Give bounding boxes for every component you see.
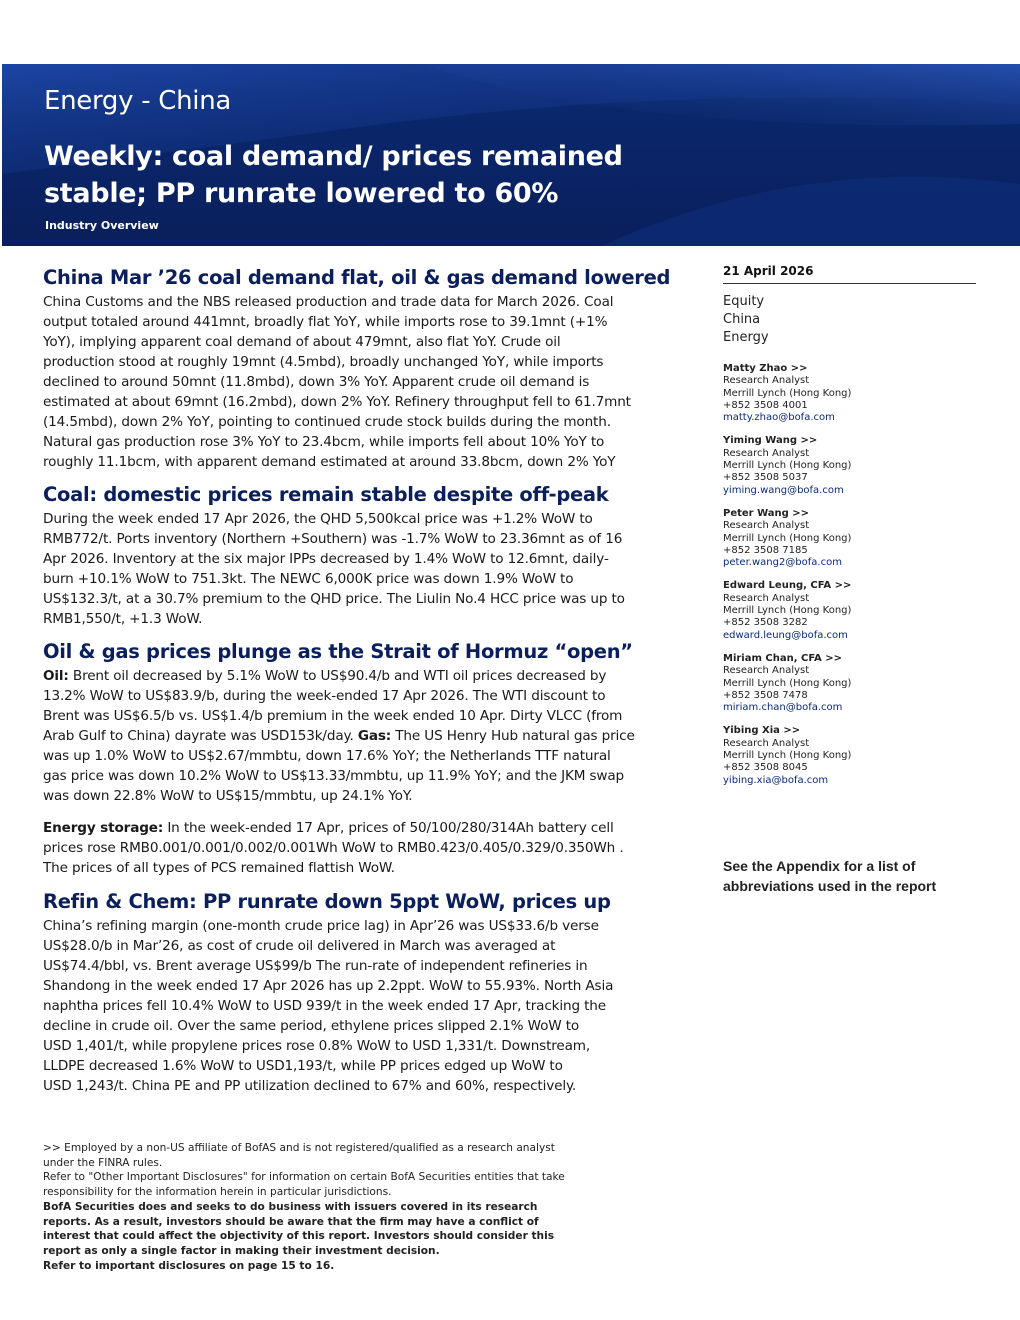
analyst-firm: Merrill Lynch (Hong Kong) — [723, 532, 852, 544]
sidebar — [723, 264, 976, 787]
text-line: The prices of all types of PCS remained flattish WoW. — [43, 860, 395, 876]
section-paragraph — [43, 666, 643, 806]
disclosure-line-bold: interest that could affect the objectivity of this report. Investors should consider this — [43, 1230, 555, 1243]
analyst-role: Research Analyst — [723, 375, 810, 387]
analyst-role: Research Analyst — [723, 737, 810, 749]
analyst-firm: Merrill Lynch (Hong Kong) — [723, 750, 852, 762]
section-title: Refin & Chem: PP runrate down 5ppt WoW, prices up — [43, 890, 611, 913]
analyst-role: Research Analyst — [723, 447, 810, 459]
disclosure-line: responsibility for the information herein in particular jurisdictions. — [43, 1186, 392, 1199]
text-line: decline in crude oil. Over the same period, ethylene prices slipped 2.1% WoW to — [43, 1018, 580, 1034]
main-content — [43, 264, 671, 1096]
analyst-firm: Merrill Lynch (Hong Kong) — [723, 387, 852, 399]
section-paragraph — [43, 818, 643, 878]
analyst-name: Yibing Xia >> — [723, 725, 801, 737]
disclosure-line: under the FINRA rules. — [43, 1156, 163, 1169]
text-line: RMB1,550/t, +1.3 WoW. — [43, 611, 203, 627]
text-line: was down 22.8% WoW to US$15/mmbtu, up 24.1% YoY. — [43, 788, 413, 804]
text-line: roughly 11.1bcm, with apparent demand estimated at around 33.8bcm, down 2% YoY — [43, 454, 616, 470]
disclosure-line-bold: reports. As a result, investors should be aware that the firm may have a conflict of — [43, 1215, 539, 1228]
text-line: declined to around 50mnt (11.8mbd), down 3% YoY. Apparent crude oil demand is — [43, 374, 590, 390]
analyst-card — [723, 435, 976, 496]
text-line: Apr 2026. Inventory at the six major IPPs decreased by 1.4% WoW to 12.6mnt, daily- — [43, 551, 609, 567]
gas-lead: Gas: — [357, 728, 392, 744]
text-line: estimated at about 69mnt (16.2mbd), down 2% YoY. Refinery throughput fell to 61.7mnt — [43, 394, 631, 410]
appendix-note — [723, 856, 973, 896]
analyst-phone: +852 3508 4001 — [723, 399, 808, 411]
text-line: prices rose RMB0.001/0.001/0.002/0.001Wh WoW to RMB0.423/0.405/0.329/0.350Wh . — [43, 840, 624, 856]
text-line: output totaled around 441mnt, broadly flat YoY, while imports rose to 39.1mnt (+1% — [43, 314, 608, 330]
section-title: China Mar ’26 coal demand flat, oil & gas demand lowered — [43, 266, 671, 289]
text-line: US$132.3/t, at a 30.7% premium to the QHD price. The Liulin No.4 HCC price was up to — [43, 591, 625, 607]
category-item: China — [723, 312, 761, 327]
section-paragraph — [43, 509, 643, 629]
text-line: Shandong in the week ended 17 Apr 2026 has up 2.2ppt. WoW to 55.93%. North Asia — [43, 978, 614, 994]
text-fragment: The US Henry Hub natural gas price — [391, 728, 635, 744]
section-paragraph — [43, 292, 643, 472]
analyst-name: Miriam Chan, CFA >> — [723, 652, 842, 664]
analyst-phone: +852 3508 7185 — [723, 544, 808, 556]
analyst-phone: +852 3508 7478 — [723, 689, 808, 701]
analyst-firm: Merrill Lynch (Hong Kong) — [723, 605, 852, 617]
disclosure-line-bold: BofA Securities does and seeks to do business with issuers covered in its research — [43, 1200, 538, 1213]
analyst-card — [723, 653, 976, 714]
sector-title: Energy - China — [44, 86, 232, 116]
text-line: RMB772/t. Ports inventory (Northern +Southern) was -1.7% WoW to 23.36mnt as of 16 — [43, 531, 623, 547]
text-line: Brent was US$6.5/b vs. US$1.4/b premium in the week ended 10 Apr. Dirty VLCC (from — [43, 708, 623, 724]
disclosure-footer — [43, 1141, 643, 1273]
oil-lead: Oil: — [43, 668, 69, 684]
analyst-email-link[interactable]: edward.leung@bofa.com — [723, 629, 848, 641]
section-title: Coal: domestic prices remain stable despite off-peak — [43, 483, 609, 506]
analyst-phone: +852 3508 8045 — [723, 762, 808, 774]
text-line — [43, 818, 643, 838]
analyst-name: Edward Leung, CFA >> — [723, 580, 852, 592]
report-headline — [44, 138, 764, 212]
analyst-firm: Merrill Lynch (Hong Kong) — [723, 460, 852, 472]
text-fragment: In the week-ended 17 Apr, prices of 50/100/280/314Ah battery cell — [163, 820, 614, 836]
report-type: Industry Overview — [45, 219, 159, 232]
text-line: USD 1,243/t. China PE and PP utilization declined to 67% and 60%, respectively. — [43, 1078, 577, 1094]
analyst-firm: Merrill Lynch (Hong Kong) — [723, 677, 852, 689]
text-line: production stood at roughly 19mnt (4.5mbd), broadly unchanged YoY, while imports — [43, 354, 604, 370]
category-list — [723, 293, 976, 347]
text-line: USD 1,401/t, while propylene prices rose 0.8% WoW to USD 1,331/t. Downstream, — [43, 1038, 591, 1054]
section-title: Oil & gas prices plunge as the Strait of Hormuz “open” — [43, 640, 633, 663]
text-line: During the week ended 17 Apr 2026, the QHD 5,500kcal price was +1.2% WoW to — [43, 511, 593, 527]
text-line: (14.5mbd), down 2% YoY, pointing to continued crude stock builds during the month. — [43, 414, 611, 430]
analyst-card — [723, 725, 976, 786]
analyst-email-link[interactable]: miriam.chan@bofa.com — [723, 702, 843, 714]
text-line: burn +10.1% WoW to 751.3kt. The NEWC 6,000K price was down 1.9% WoW to — [43, 571, 574, 587]
analyst-role: Research Analyst — [723, 665, 810, 677]
text-line: 13.2% WoW to US$83.9/b, during the week-ended 17 Apr 2026. The WTI discount to — [43, 688, 606, 704]
disclosure-line-bold: Refer to important disclosures on page 15 to 16. — [43, 1259, 335, 1272]
analyst-email-link[interactable]: yiming.wang@bofa.com — [723, 484, 844, 496]
disclosure-line: >> Employed by a non-US affiliate of BofAS and is not registered/qualified as a research analyst — [43, 1142, 555, 1154]
section-paragraph — [43, 916, 643, 1096]
text-fragment: Arab Gulf to China) dayrate was USD153k/day. — [43, 728, 354, 744]
text-line: China Customs and the NBS released production and trade data for March 2026. Coal — [43, 294, 614, 310]
analyst-role: Research Analyst — [723, 520, 810, 532]
text-line: LLDPE decreased 1.6% WoW to USD1,193/t, while PP prices edged up WoW to — [43, 1058, 563, 1074]
disclosure-line-bold: report as only a single factor in making their investment decision. — [43, 1244, 440, 1257]
analyst-name: Matty Zhao >> — [723, 363, 808, 374]
analyst-email-link[interactable]: matty.zhao@bofa.com — [723, 412, 835, 424]
headline-line: Weekly: coal demand/ prices remained — [44, 141, 623, 172]
text-line: naphtha prices fell 10.4% WoW to USD 939/t in the week ended 17 Apr, tracking the — [43, 998, 606, 1014]
analyst-card — [723, 508, 976, 569]
text-line: was up 1.0% WoW to US$2.67/mmbtu, down 17.6% YoY; the Netherlands TTF natural — [43, 748, 611, 764]
category-item: Energy — [723, 330, 769, 345]
text-line: China’s refining margin (one-month crude price lag) in Apr’26 was US$33.6/b verse — [43, 918, 599, 934]
energy-storage-lead: Energy storage: — [43, 820, 164, 836]
analyst-card — [723, 363, 976, 424]
headline-line: stable; PP runrate lowered to 60% — [44, 178, 559, 209]
analyst-phone: +852 3508 3282 — [723, 617, 808, 629]
text-line: gas price was down 10.2% WoW to US$13.33/mmbtu, up 11.9% YoY; and the JKM swap — [43, 768, 625, 784]
text-fragment: Brent oil decreased by 5.1% WoW to US$90.4/b and WTI oil prices decreased by — [72, 668, 607, 684]
text-line — [43, 726, 643, 746]
report-banner — [2, 64, 1020, 246]
text-line: YoY), implying apparent coal demand of about 479mnt, also flat YoY. Crude oil — [43, 334, 561, 350]
text-line: US$28.0/b in Mar’26, as cost of crude oil delivered in March was averaged at — [43, 938, 556, 954]
analyst-email-link[interactable]: peter.wang2@bofa.com — [723, 557, 842, 569]
analyst-name: Peter Wang >> — [723, 507, 810, 519]
text-line — [43, 666, 643, 686]
report-date: 21 April 2026 — [723, 264, 976, 284]
analyst-name: Yiming Wang >> — [723, 435, 818, 447]
appendix-line: See the Appendix for a list of — [723, 858, 916, 874]
text-line: Natural gas production rose 3% YoY to 23.4bcm, while imports fell about 10% YoY to — [43, 434, 605, 450]
analyst-role: Research Analyst — [723, 592, 810, 604]
analyst-email-link[interactable]: yibing.xia@bofa.com — [723, 774, 829, 786]
text-line: US$74.4/bbl, vs. Brent average US$99/b The run-rate of independent refineries in — [43, 958, 588, 974]
analyst-card — [723, 580, 976, 641]
analyst-phone: +852 3508 5037 — [723, 472, 808, 484]
category-item: Equity — [723, 294, 765, 309]
appendix-line: abbreviations used in the report — [723, 878, 937, 894]
disclosure-line: Refer to "Other Important Disclosures" for information on certain BofA Securities entities that take — [43, 1171, 565, 1184]
